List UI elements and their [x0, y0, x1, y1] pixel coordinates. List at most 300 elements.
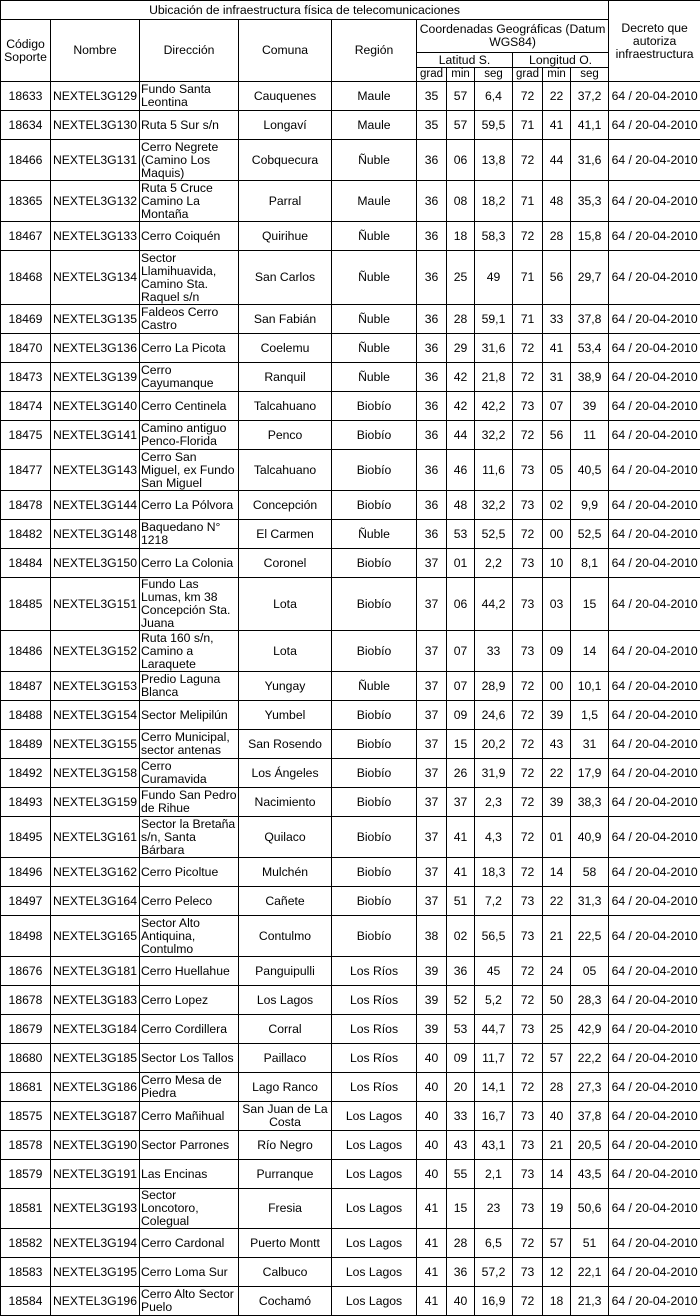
- cell-region: Los Lagos: [332, 1131, 417, 1160]
- cell-nombre: NEXTEL3G191: [51, 1160, 140, 1189]
- cell-lat-grad: 40: [417, 1131, 447, 1160]
- cell-lat-min: 42: [447, 363, 475, 392]
- cell-decreto: 64 / 20-04-2010: [609, 887, 700, 916]
- cell-decreto: 64 / 20-04-2010: [609, 111, 700, 140]
- cell-lat-seg: 5,2: [475, 986, 513, 1015]
- cell-region: Ñuble: [332, 672, 417, 701]
- table-row: [1, 730, 700, 759]
- cell-region: Biobío: [332, 631, 417, 672]
- table-row: [1, 817, 700, 858]
- cell-codigo: 18497: [1, 887, 51, 916]
- header-lat-grad: grad: [417, 68, 447, 82]
- cell-lat-grad: 37: [417, 549, 447, 578]
- cell-comuna: Los Lagos: [239, 986, 332, 1015]
- cell-nombre: NEXTEL3G152: [51, 631, 140, 672]
- cell-decreto: 64 / 20-04-2010: [609, 817, 700, 858]
- cell-region: Ñuble: [332, 334, 417, 363]
- cell-lat-min: 25: [447, 251, 475, 305]
- cell-comuna: Lota: [239, 631, 332, 672]
- cell-comuna: Lago Ranco: [239, 1073, 332, 1102]
- cell-lat-grad: 36: [417, 520, 447, 549]
- cell-nombre: NEXTEL3G141: [51, 421, 140, 450]
- cell-decreto: 64 / 20-04-2010: [609, 788, 700, 817]
- cell-lat-seg: 43,1: [475, 1131, 513, 1160]
- cell-lat-seg: 18,2: [475, 181, 513, 222]
- cell-decreto: 64 / 20-04-2010: [609, 1189, 700, 1229]
- cell-decreto: 64 / 20-04-2010: [609, 858, 700, 887]
- cell-lat-seg: 59,1: [475, 305, 513, 334]
- cell-lon-min: 24: [543, 957, 571, 986]
- cell-lat-min: 53: [447, 520, 475, 549]
- cell-comuna: Longaví: [239, 111, 332, 140]
- cell-nombre: NEXTEL3G186: [51, 1073, 140, 1102]
- cell-lon-min: 03: [543, 578, 571, 631]
- cell-lat-seg: 23: [475, 1189, 513, 1229]
- cell-lon-min: 56: [543, 251, 571, 305]
- table-row: [1, 1073, 700, 1102]
- cell-lon-seg: 20,5: [571, 1131, 609, 1160]
- cell-lat-grad: 37: [417, 730, 447, 759]
- cell-lon-min: 48: [543, 181, 571, 222]
- cell-comuna: Corral: [239, 1015, 332, 1044]
- cell-direccion: Predio Laguna Blanca: [140, 672, 239, 701]
- cell-decreto: 64 / 20-04-2010: [609, 251, 700, 305]
- cell-region: Los Ríos: [332, 1015, 417, 1044]
- cell-lon-seg: 1,5: [571, 701, 609, 730]
- cell-lon-min: 09: [543, 631, 571, 672]
- cell-region: Biobío: [332, 887, 417, 916]
- cell-decreto: 64 / 20-04-2010: [609, 1102, 700, 1131]
- cell-lon-grad: 72: [513, 701, 543, 730]
- cell-nombre: NEXTEL3G131: [51, 140, 140, 181]
- cell-lat-min: 46: [447, 450, 475, 491]
- cell-lon-min: 12: [543, 1258, 571, 1287]
- cell-codigo: 18467: [1, 222, 51, 251]
- header-nombre: Nombre: [51, 20, 140, 82]
- cell-lon-min: 33: [543, 305, 571, 334]
- cell-decreto: 64 / 20-04-2010: [609, 363, 700, 392]
- cell-lat-grad: 36: [417, 140, 447, 181]
- cell-lat-seg: 13,8: [475, 140, 513, 181]
- cell-comuna: Talcahuano: [239, 392, 332, 421]
- cell-comuna: Concepción: [239, 491, 332, 520]
- cell-lon-seg: 31: [571, 730, 609, 759]
- cell-decreto: 64 / 20-04-2010: [609, 1044, 700, 1073]
- cell-lat-min: 55: [447, 1160, 475, 1189]
- cell-lon-seg: 21,3: [571, 1287, 609, 1316]
- cell-lon-min: 00: [543, 672, 571, 701]
- cell-direccion: Fundo Las Lumas, km 38 Concepción Sta. Juana: [140, 578, 239, 631]
- cell-lon-seg: 37,2: [571, 82, 609, 111]
- cell-lon-min: 21: [543, 916, 571, 957]
- cell-region: Biobío: [332, 421, 417, 450]
- cell-direccion: Fundo Santa Leontina: [140, 82, 239, 111]
- cell-nombre: NEXTEL3G162: [51, 858, 140, 887]
- cell-codigo: 18475: [1, 421, 51, 450]
- cell-lat-seg: 16,9: [475, 1287, 513, 1316]
- cell-codigo: 18473: [1, 363, 51, 392]
- cell-lon-grad: 73: [513, 1015, 543, 1044]
- cell-lat-grad: 36: [417, 491, 447, 520]
- cell-lon-grad: 71: [513, 181, 543, 222]
- cell-lon-grad: 72: [513, 730, 543, 759]
- cell-direccion: Cerro Huellahue: [140, 957, 239, 986]
- cell-lon-seg: 51: [571, 1229, 609, 1258]
- cell-nombre: NEXTEL3G184: [51, 1015, 140, 1044]
- cell-lon-seg: 22,2: [571, 1044, 609, 1073]
- cell-lon-min: 25: [543, 1015, 571, 1044]
- cell-decreto: 64 / 20-04-2010: [609, 392, 700, 421]
- cell-nombre: NEXTEL3G158: [51, 759, 140, 788]
- cell-region: Ñuble: [332, 140, 417, 181]
- table-row: [1, 957, 700, 986]
- cell-nombre: NEXTEL3G155: [51, 730, 140, 759]
- cell-lon-min: 28: [543, 222, 571, 251]
- cell-lat-grad: 41: [417, 1229, 447, 1258]
- cell-codigo: 18493: [1, 788, 51, 817]
- cell-lon-grad: 72: [513, 1044, 543, 1073]
- cell-lon-min: 10: [543, 549, 571, 578]
- cell-decreto: 64 / 20-04-2010: [609, 730, 700, 759]
- cell-lat-grad: 36: [417, 251, 447, 305]
- cell-comuna: Coronel: [239, 549, 332, 578]
- cell-lat-seg: 33: [475, 631, 513, 672]
- cell-codigo: 18676: [1, 957, 51, 986]
- cell-lon-min: 19: [543, 1189, 571, 1229]
- cell-lon-seg: 22,5: [571, 916, 609, 957]
- cell-codigo: 18583: [1, 1258, 51, 1287]
- cell-direccion: Cerro Negrete (Camino Los Maquis): [140, 140, 239, 181]
- table-row: [1, 82, 700, 111]
- cell-lon-grad: 72: [513, 140, 543, 181]
- table-row: [1, 491, 700, 520]
- cell-lon-min: 28: [543, 1073, 571, 1102]
- table-row: [1, 392, 700, 421]
- cell-region: Maule: [332, 82, 417, 111]
- cell-lon-seg: 58: [571, 858, 609, 887]
- cell-lon-grad: 72: [513, 520, 543, 549]
- cell-lon-grad: 72: [513, 222, 543, 251]
- cell-decreto: 64 / 20-04-2010: [609, 1287, 700, 1316]
- cell-lon-min: 14: [543, 1160, 571, 1189]
- cell-lat-grad: 36: [417, 305, 447, 334]
- cell-lat-seg: 32,2: [475, 491, 513, 520]
- cell-codigo: 18485: [1, 578, 51, 631]
- cell-lon-grad: 71: [513, 111, 543, 140]
- cell-lat-seg: 52,5: [475, 520, 513, 549]
- cell-region: Los Lagos: [332, 1229, 417, 1258]
- cell-lat-min: 15: [447, 1189, 475, 1229]
- cell-lon-min: 22: [543, 887, 571, 916]
- cell-lon-grad: 72: [513, 788, 543, 817]
- cell-region: Los Ríos: [332, 957, 417, 986]
- table-row: [1, 1258, 700, 1287]
- cell-lon-min: 21: [543, 1131, 571, 1160]
- cell-direccion: Ruta 160 s/n, Camino a Laraquete: [140, 631, 239, 672]
- cell-lon-seg: 40,9: [571, 817, 609, 858]
- cell-direccion: Baquedano N° 1218: [140, 520, 239, 549]
- cell-lat-seg: 7,2: [475, 887, 513, 916]
- cell-lon-grad: 73: [513, 887, 543, 916]
- cell-region: Ñuble: [332, 363, 417, 392]
- cell-comuna: Purranque: [239, 1160, 332, 1189]
- cell-region: Ñuble: [332, 251, 417, 305]
- cell-comuna: Los Ángeles: [239, 759, 332, 788]
- cell-codigo: 18469: [1, 305, 51, 334]
- cell-region: Los Lagos: [332, 1189, 417, 1229]
- table-row: [1, 1229, 700, 1258]
- cell-direccion: Cerro Peleco: [140, 887, 239, 916]
- cell-direccion: Cerro La Pólvora: [140, 491, 239, 520]
- cell-lat-min: 20: [447, 1073, 475, 1102]
- cell-direccion: Cerro Lopez: [140, 986, 239, 1015]
- cell-codigo: 18492: [1, 759, 51, 788]
- cell-lon-min: 40: [543, 1102, 571, 1131]
- cell-region: Biobío: [332, 578, 417, 631]
- header-lon-seg: seg: [571, 68, 609, 82]
- cell-nombre: NEXTEL3G196: [51, 1287, 140, 1316]
- cell-direccion: Ruta 5 Cruce Camino La Montaña: [140, 181, 239, 222]
- cell-lat-min: 06: [447, 578, 475, 631]
- cell-lon-seg: 43,5: [571, 1160, 609, 1189]
- cell-lon-min: 01: [543, 817, 571, 858]
- table-row: [1, 549, 700, 578]
- cell-lon-seg: 31,3: [571, 887, 609, 916]
- cell-decreto: 64 / 20-04-2010: [609, 334, 700, 363]
- cell-lon-grad: 72: [513, 1287, 543, 1316]
- cell-lat-seg: 31,6: [475, 334, 513, 363]
- cell-lat-seg: 42,2: [475, 392, 513, 421]
- cell-lon-min: 50: [543, 986, 571, 1015]
- cell-lat-min: 28: [447, 1229, 475, 1258]
- cell-lon-min: 02: [543, 491, 571, 520]
- cell-codigo: 18579: [1, 1160, 51, 1189]
- table-row: [1, 450, 700, 491]
- cell-direccion: Sector Los Tallos: [140, 1044, 239, 1073]
- cell-comuna: San Fabián: [239, 305, 332, 334]
- header-comuna: Comuna: [239, 20, 332, 82]
- cell-lon-grad: 72: [513, 1229, 543, 1258]
- cell-decreto: 64 / 20-04-2010: [609, 631, 700, 672]
- cell-lon-seg: 27,3: [571, 1073, 609, 1102]
- cell-region: Biobío: [332, 392, 417, 421]
- cell-region: Ñuble: [332, 305, 417, 334]
- cell-nombre: NEXTEL3G140: [51, 392, 140, 421]
- cell-lon-grad: 73: [513, 1102, 543, 1131]
- cell-lat-grad: 37: [417, 858, 447, 887]
- cell-lon-min: 31: [543, 363, 571, 392]
- table-row: [1, 305, 700, 334]
- header-coordenadas: Coordenadas Geográficas (Datum WGS84): [417, 20, 609, 53]
- cell-region: Los Ríos: [332, 1044, 417, 1073]
- cell-lat-min: 37: [447, 788, 475, 817]
- table-row: [1, 111, 700, 140]
- cell-lon-seg: 39: [571, 392, 609, 421]
- cell-comuna: Cauquenes: [239, 82, 332, 111]
- cell-lat-grad: 39: [417, 986, 447, 1015]
- cell-lat-min: 07: [447, 672, 475, 701]
- cell-lat-min: 08: [447, 181, 475, 222]
- cell-lat-seg: 44,7: [475, 1015, 513, 1044]
- cell-region: Biobío: [332, 858, 417, 887]
- cell-lat-grad: 39: [417, 1015, 447, 1044]
- cell-nombre: NEXTEL3G187: [51, 1102, 140, 1131]
- cell-lon-grad: 73: [513, 1131, 543, 1160]
- cell-lon-min: 07: [543, 392, 571, 421]
- cell-nombre: NEXTEL3G183: [51, 986, 140, 1015]
- cell-codigo: 18466: [1, 140, 51, 181]
- cell-lon-seg: 29,7: [571, 251, 609, 305]
- cell-lon-seg: 28,3: [571, 986, 609, 1015]
- cell-lat-grad: 36: [417, 450, 447, 491]
- cell-lon-grad: 72: [513, 82, 543, 111]
- cell-lon-seg: 37,8: [571, 1102, 609, 1131]
- cell-direccion: Cerro Coiquén: [140, 222, 239, 251]
- cell-comuna: Fresia: [239, 1189, 332, 1229]
- cell-nombre: NEXTEL3G134: [51, 251, 140, 305]
- cell-codigo: 18578: [1, 1131, 51, 1160]
- cell-region: Biobío: [332, 759, 417, 788]
- cell-lon-seg: 42,9: [571, 1015, 609, 1044]
- cell-lon-min: 05: [543, 450, 571, 491]
- cell-nombre: NEXTEL3G195: [51, 1258, 140, 1287]
- cell-direccion: Sector Loncotoro, Colegual: [140, 1189, 239, 1229]
- cell-codigo: 18679: [1, 1015, 51, 1044]
- cell-lon-min: 41: [543, 334, 571, 363]
- cell-lat-min: 07: [447, 631, 475, 672]
- cell-codigo: 18489: [1, 730, 51, 759]
- cell-lat-grad: 35: [417, 82, 447, 111]
- cell-decreto: 64 / 20-04-2010: [609, 140, 700, 181]
- cell-lat-grad: 41: [417, 1189, 447, 1229]
- cell-decreto: 64 / 20-04-2010: [609, 1073, 700, 1102]
- cell-comuna: Calbuco: [239, 1258, 332, 1287]
- cell-region: Biobío: [332, 916, 417, 957]
- cell-region: Los Lagos: [332, 1102, 417, 1131]
- cell-lat-grad: 37: [417, 631, 447, 672]
- header-lat-seg: seg: [475, 68, 513, 82]
- cell-comuna: San Carlos: [239, 251, 332, 305]
- cell-lat-grad: 40: [417, 1073, 447, 1102]
- cell-nombre: NEXTEL3G132: [51, 181, 140, 222]
- cell-lat-seg: 45: [475, 957, 513, 986]
- cell-comuna: Mulchén: [239, 858, 332, 887]
- cell-codigo: 18478: [1, 491, 51, 520]
- cell-decreto: 64 / 20-04-2010: [609, 82, 700, 111]
- cell-nombre: NEXTEL3G151: [51, 578, 140, 631]
- cell-comuna: Lota: [239, 578, 332, 631]
- cell-lon-grad: 72: [513, 759, 543, 788]
- cell-lon-grad: 72: [513, 1073, 543, 1102]
- cell-lon-min: 22: [543, 82, 571, 111]
- cell-decreto: 64 / 20-04-2010: [609, 701, 700, 730]
- cell-lat-seg: 6,4: [475, 82, 513, 111]
- cell-comuna: Talcahuano: [239, 450, 332, 491]
- cell-lon-seg: 11: [571, 421, 609, 450]
- cell-nombre: NEXTEL3G159: [51, 788, 140, 817]
- cell-nombre: NEXTEL3G130: [51, 111, 140, 140]
- cell-decreto: 64 / 20-04-2010: [609, 549, 700, 578]
- cell-decreto: 64 / 20-04-2010: [609, 672, 700, 701]
- cell-direccion: Sector la Bretaña s/n, Santa Bárbara: [140, 817, 239, 858]
- cell-nombre: NEXTEL3G181: [51, 957, 140, 986]
- cell-comuna: Parral: [239, 181, 332, 222]
- cell-lon-seg: 14: [571, 631, 609, 672]
- cell-nombre: NEXTEL3G165: [51, 916, 140, 957]
- table-row: [1, 421, 700, 450]
- table-row: [1, 887, 700, 916]
- cell-codigo: 18468: [1, 251, 51, 305]
- cell-lat-min: 57: [447, 111, 475, 140]
- cell-direccion: Cerro Loma Sur: [140, 1258, 239, 1287]
- cell-lat-grad: 37: [417, 759, 447, 788]
- cell-lon-grad: 72: [513, 334, 543, 363]
- cell-lat-min: 53: [447, 1015, 475, 1044]
- table-row: [1, 631, 700, 672]
- cell-decreto: 64 / 20-04-2010: [609, 759, 700, 788]
- cell-comuna: El Carmen: [239, 520, 332, 549]
- cell-nombre: NEXTEL3G139: [51, 363, 140, 392]
- cell-lon-grad: 72: [513, 858, 543, 887]
- cell-lat-grad: 36: [417, 334, 447, 363]
- cell-direccion: Cerro Mesa de Piedra: [140, 1073, 239, 1102]
- table-row: [1, 701, 700, 730]
- cell-decreto: 64 / 20-04-2010: [609, 1131, 700, 1160]
- cell-comuna: San Rosendo: [239, 730, 332, 759]
- cell-region: Biobío: [332, 549, 417, 578]
- cell-lat-min: 51: [447, 887, 475, 916]
- cell-comuna: Paillaco: [239, 1044, 332, 1073]
- cell-lon-seg: 41,1: [571, 111, 609, 140]
- table-row: [1, 140, 700, 181]
- cell-decreto: 64 / 20-04-2010: [609, 305, 700, 334]
- table-row: [1, 1102, 700, 1131]
- cell-codigo: 18365: [1, 181, 51, 222]
- cell-region: Biobío: [332, 788, 417, 817]
- cell-decreto: 64 / 20-04-2010: [609, 1015, 700, 1044]
- cell-direccion: Cerro La Colonia: [140, 549, 239, 578]
- cell-decreto: 64 / 20-04-2010: [609, 916, 700, 957]
- cell-lon-seg: 37,8: [571, 305, 609, 334]
- cell-codigo: 18584: [1, 1287, 51, 1316]
- cell-lon-grad: 73: [513, 631, 543, 672]
- cell-nombre: NEXTEL3G190: [51, 1131, 140, 1160]
- cell-lon-grad: 72: [513, 957, 543, 986]
- cell-codigo: 18484: [1, 549, 51, 578]
- cell-lon-min: 14: [543, 858, 571, 887]
- cell-codigo: 18582: [1, 1229, 51, 1258]
- header-lon-grad: grad: [513, 68, 543, 82]
- cell-comuna: Yumbel: [239, 701, 332, 730]
- cell-lat-seg: 20,2: [475, 730, 513, 759]
- cell-comuna: Ranquil: [239, 363, 332, 392]
- cell-comuna: San Juan de La Costa: [239, 1102, 332, 1131]
- cell-lon-min: 18: [543, 1287, 571, 1316]
- cell-lat-min: 41: [447, 817, 475, 858]
- cell-lat-seg: 28,9: [475, 672, 513, 701]
- cell-lat-min: 28: [447, 305, 475, 334]
- cell-region: Biobío: [332, 491, 417, 520]
- cell-lat-min: 09: [447, 1044, 475, 1073]
- cell-nombre: NEXTEL3G153: [51, 672, 140, 701]
- cell-lon-min: 00: [543, 520, 571, 549]
- cell-lat-min: 01: [447, 549, 475, 578]
- cell-comuna: Panguipulli: [239, 957, 332, 986]
- cell-lon-grad: 72: [513, 421, 543, 450]
- table-row: [1, 858, 700, 887]
- cell-codigo: 18575: [1, 1102, 51, 1131]
- cell-lat-min: 52: [447, 986, 475, 1015]
